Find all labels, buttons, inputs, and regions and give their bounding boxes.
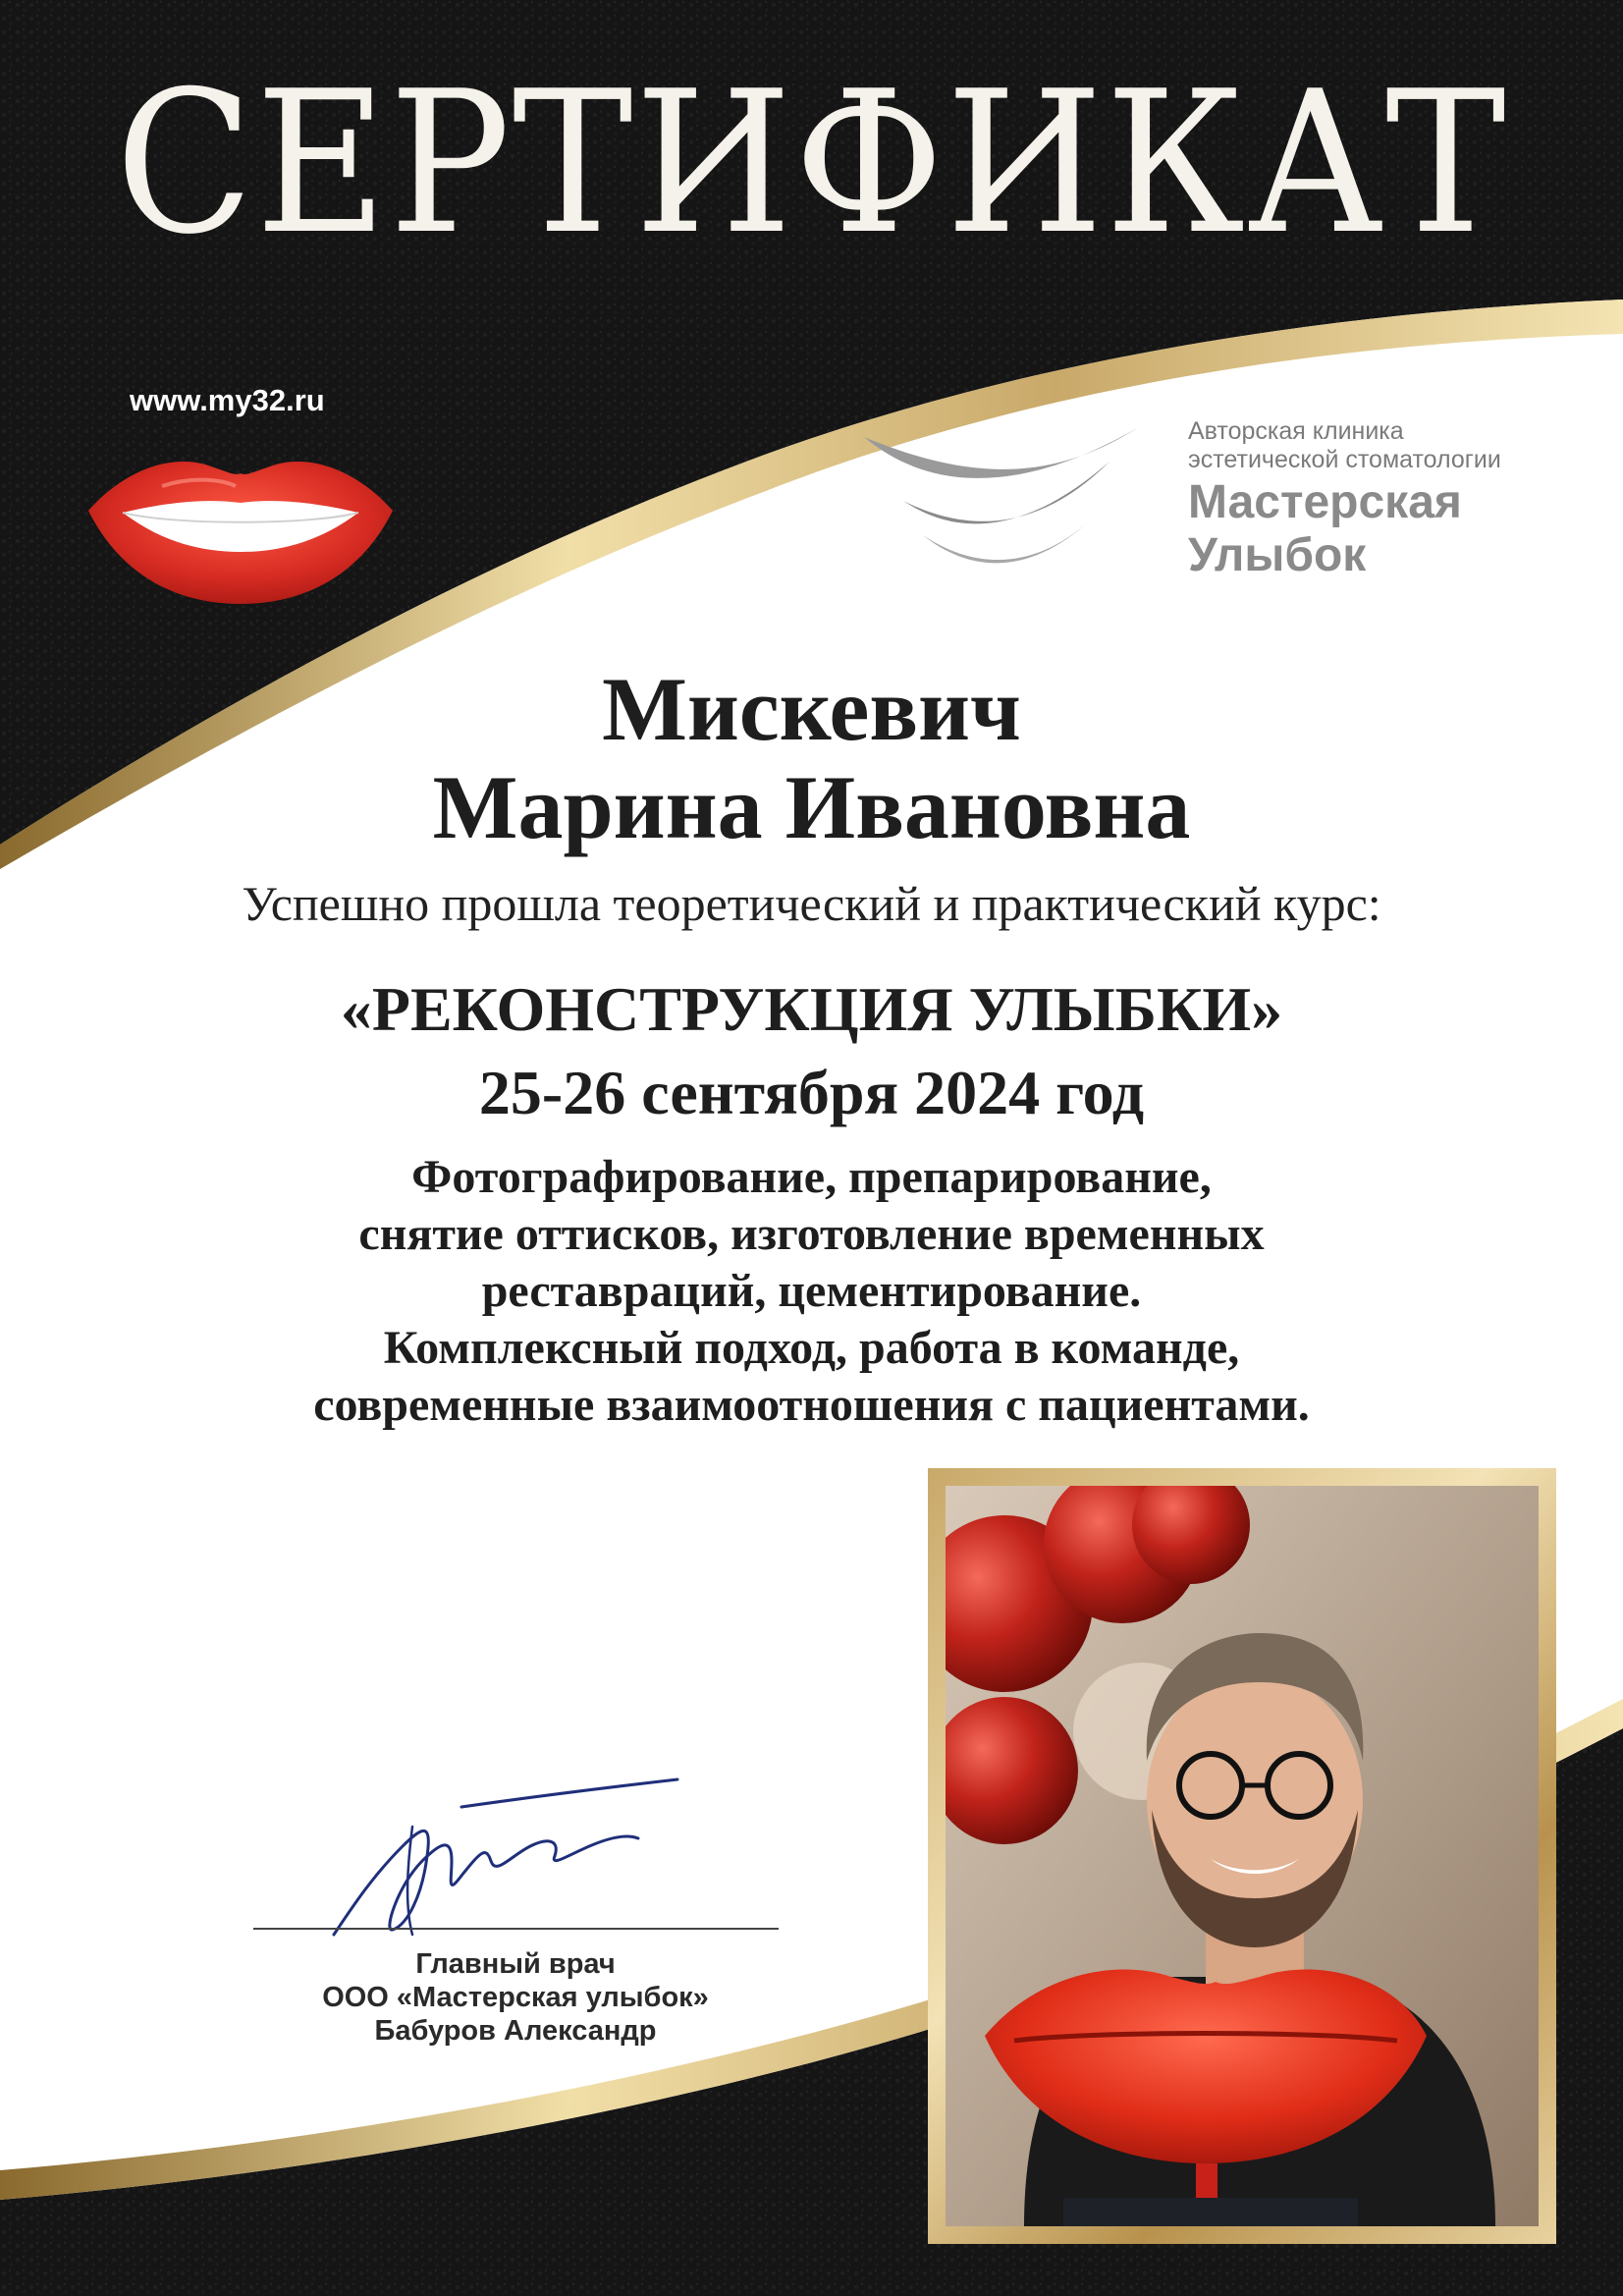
recipient-surname: Мискевич — [602, 659, 1021, 759]
course-title: «РЕКОНСТРУКЦИЯ УЛЫБКИ» — [340, 974, 1283, 1044]
clinic-subtitle — [1188, 417, 1600, 474]
description-line: Фотографирование, препарирование, — [411, 1151, 1212, 1203]
recipient-given-names: Марина Ивановна — [432, 757, 1191, 857]
certificate-title: СЕРТИФИКАТ — [115, 49, 1508, 278]
clinic-subtitle-line2: эстетической стоматологии — [1188, 446, 1501, 473]
description-line: снятие оттисков, изготовление временных — [358, 1208, 1265, 1260]
course-intro-text: Успешно прошла теоретический и практический курс: — [242, 876, 1381, 931]
signatory-position: Главный врач — [415, 1948, 616, 1980]
clinic-swoosh-icon — [864, 417, 1149, 584]
website-url: www.my32.ru — [130, 383, 325, 417]
description-line: реставраций, цементирование. — [481, 1265, 1142, 1317]
signature-line — [253, 1928, 779, 1930]
description-line: современные взаимоотношения с пациентами. — [313, 1379, 1310, 1431]
course-description — [0, 1149, 1623, 1434]
lips-logo-icon — [83, 432, 398, 609]
clinic-name-line1: Мастерская — [1188, 476, 1462, 528]
clinic-subtitle-line1: Авторская клиника — [1188, 417, 1404, 445]
signatory-organization: ООО «Мастерская улыбок» — [322, 1982, 709, 2013]
clinic-name — [1188, 476, 1600, 582]
course-dates: 25-26 сентября 2024 год — [478, 1058, 1145, 1127]
instructor-photo — [946, 1486, 1539, 2226]
signatory-name: Бабуров Александр — [374, 2015, 657, 2047]
signatory-block — [255, 1947, 776, 2048]
signature-icon — [314, 1768, 687, 1944]
description-line: Комплексный подход, работа в команде, — [383, 1322, 1240, 1374]
clinic-name-line2: Улыбок — [1188, 529, 1367, 581]
